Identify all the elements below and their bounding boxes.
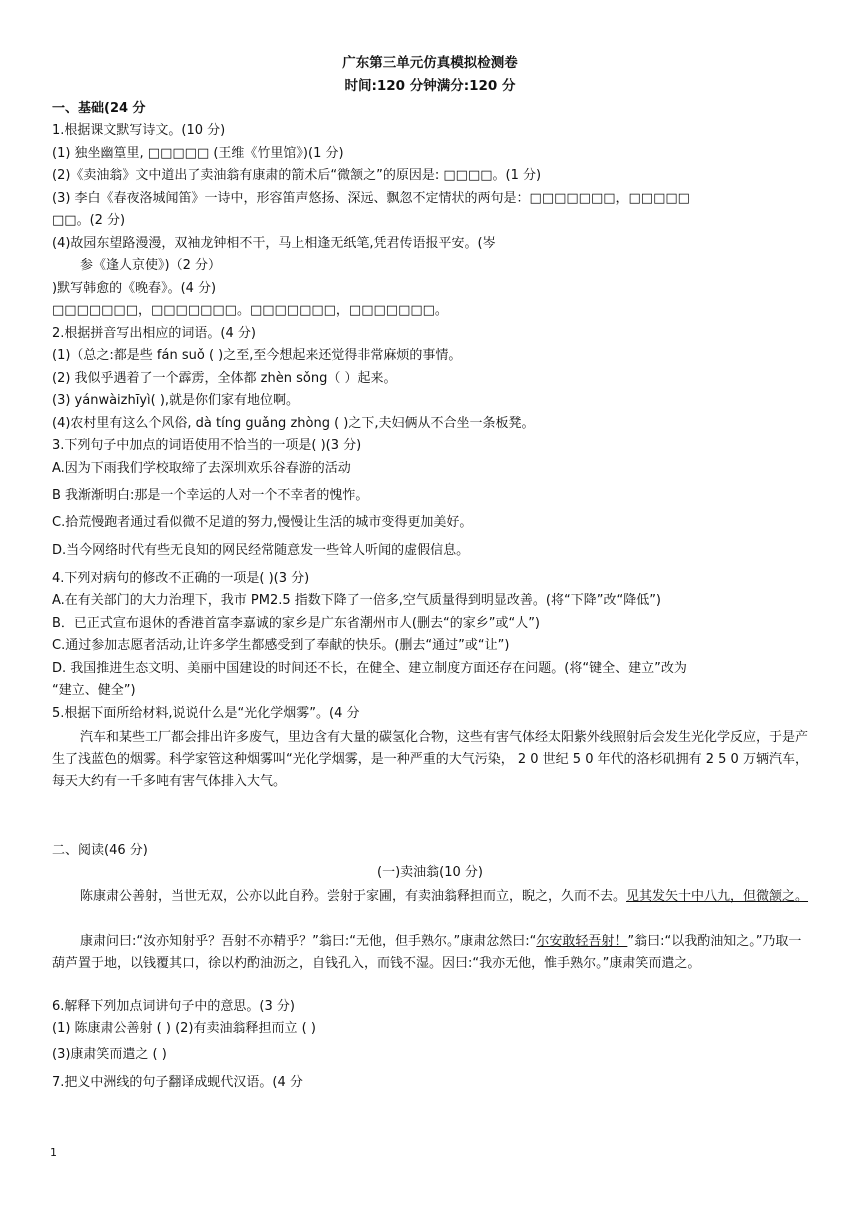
option-line: B 我渐渐明白:那是一个幸运的人对一个不幸者的愧怍。 xyxy=(52,488,369,503)
option-line: B．已正式宣布退休的香港首富李嘉诚的家乡是广东省潮州市人(删去“的家乡”或“人”) xyxy=(52,616,541,631)
paragraph-text: 陈康肃公善射，当世无双，公亦以此自矜。尝射于家圃，有卖油翁释担而立，睨之，久而不去。 xyxy=(80,889,627,904)
question-line: )默写韩愈的《晚春》。(4 分) xyxy=(52,281,217,296)
material-passage: 汽车和某些工厂都会排出许多废气，里边含有大量的碳氢化合物，这些有害气体经太阳紫外线照射后会发生光化学反应，于是产生了浅蓝色的烟雾。科学家管这种烟雾叫“光化学烟雾，是一种严重的大气污染， 2 0 世纪 5 0 年代的洛杉矶拥有 2 5 0 万辆汽车，每天大约有一千多吨有害气体排入大气。 xyxy=(52,730,809,789)
question-line: 4.下列对病句的修改不正确的一项是( )(3 分) xyxy=(52,571,310,586)
question-line: (2) 我似乎遇着了一个霹雳，全体都 zhèn sǒng（ ）起来。 xyxy=(52,371,397,386)
question-line: 5.根据下面所给材料,说说什么是“光化学烟雾”。(4 分 xyxy=(52,706,360,721)
option-line: C.拾荒慢跑者通过看似微不足道的努力,慢慢让生活的城市变得更加美好。 xyxy=(52,515,473,530)
option-line: A.因为下雨我们学校取缔了去深圳欢乐谷春游的活动 xyxy=(52,461,351,476)
option-line: A.在有关部门的大力治理下，我市 PM2.5 指数下降了一倍多,空气质量得到明显改善。(将“下降”改“降低”) xyxy=(52,593,662,608)
question-line: 1.根据课文默写诗文。(10 分) xyxy=(52,123,226,138)
option-line: D.当今网络时代有些无良知的网民经常随意发一些耸人听闻的虚假信息。 xyxy=(52,543,470,558)
paragraph-text: 康肃问曰:“汝亦知射乎？吾射不亦精乎？”翁曰:“无他，但手熟尔。”康肃忿然曰:“ xyxy=(80,934,537,949)
question-line: (1) 独坐幽篁里, □□□□□ (王维《竹里馆》)(1 分) xyxy=(52,146,344,161)
option-line: D. 我国推进生态文明、美丽中国建设的时间还不长，在健全、建立制度方面还存在问题。(将“键全、建立”改为 xyxy=(52,661,687,676)
question-line: 7.把义中洲线的句子翻译成蚬代汉语。(4 分 xyxy=(52,1075,303,1090)
classical-paragraph-1 xyxy=(52,886,810,908)
question-line: (1) 陈康肃公善射 ( ) (2)有卖油翁释担而立 ( ) xyxy=(52,1021,316,1036)
question-line: (4)农村里有这么个风俗, dà tíng guǎng zhòng ( )之下,夫妇俩从不合坐一条板凳。 xyxy=(52,416,535,431)
page-subtitle: 时间:120 分钟满分:120 分 xyxy=(344,78,516,94)
underlined-sentence: 见其发矢十中八九，但微颔之。 xyxy=(626,889,809,904)
question-line: (3) yánwàizhīyì( ),就是你们家有地位啊。 xyxy=(52,393,300,408)
question-line: 3.下列句子中加点的词语使用不恰当的一项是( )(3 分) xyxy=(52,438,362,453)
reading-title: (一)卖油翁(10 分) xyxy=(377,865,483,880)
paragraph-text: ”翁曰:“以我酌油知之。”乃取一葫芦置于地，以钱覆其口，徐以杓酌油沥之，自钱孔入，而钱不湿。因曰:“我亦无他，惟手熟尔。”康肃笑而遣之。 xyxy=(52,934,802,971)
question-line: (3)康肃笑而遣之 ( ) xyxy=(52,1047,167,1062)
page-title: 广东第三单元仿真模拟检测卷 xyxy=(342,55,518,71)
question-line: (1)（总之:都是些 fán suǒ ( )之至,至今想起来还觉得非常麻烦的事情。 xyxy=(52,348,462,363)
question-line: □□□□□□□，□□□□□□□。□□□□□□□，□□□□□□□。 xyxy=(52,303,448,318)
option-line: “建立、健全”) xyxy=(52,683,136,698)
question-line: (3) 李白《春夜洛城闻笛》一诗中，形容笛声悠扬、深远、飘忽不定情状的两句是：□□□□□□□，□□□□□ xyxy=(52,191,690,206)
question-line: (2)《卖油翁》文中道出了卖油翁有康肃的箭术后“微颔之”的原因是: □□□□。(1 分) xyxy=(52,168,542,183)
underlined-sentence: 尔安敢轻吾射！ xyxy=(536,934,628,949)
question-line: 2.根据拼音写出相应的词语。(4 分) xyxy=(52,326,256,341)
classical-paragraph-2 xyxy=(52,931,810,975)
question-line: □□。(2 分) xyxy=(52,213,126,228)
option-line: C.通过参加志愿者活动,让许多学生都感受到了奉献的快乐。(删去“通过”或“让”) xyxy=(52,638,510,653)
section1-heading: 一、基础(24 分 xyxy=(52,101,146,116)
question-line: 6.解释下列加点词讲句子中的意思。(3 分) xyxy=(52,999,295,1014)
page-number: 1 xyxy=(50,1146,57,1159)
question-line: 参《逢人京使》)（2 分） xyxy=(80,258,221,273)
question-line: (4)故园东望路漫漫，双袖龙钟相不干，马上相逢无纸笔,凭君传语报平安。(岑 xyxy=(52,236,496,251)
section2-heading: 二、阅读(46 分) xyxy=(52,843,148,858)
